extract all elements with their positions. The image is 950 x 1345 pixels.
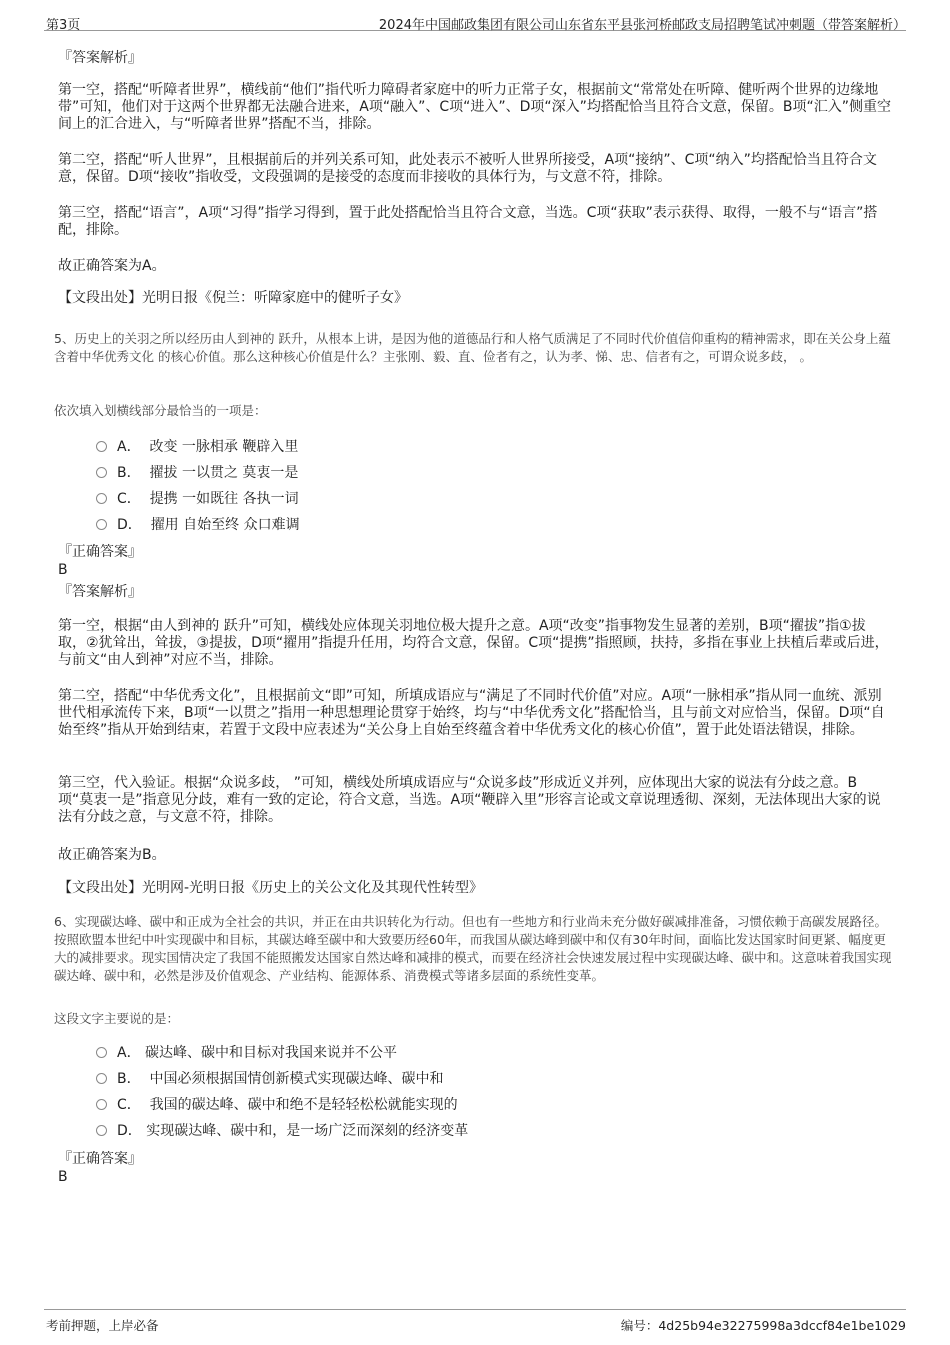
option-text: 提携 一如既往 各执一词 <box>149 491 299 507</box>
document-title: 2024年中国邮政集团有限公司山东省东平县张河桥邮政支局招聘笔试冲刺题（带答案解析） <box>378 18 906 33</box>
option-text: 我国的碳达峰、碳中和绝不是轻轻松松就能实现的 <box>149 1097 458 1113</box>
option-text: 改变 一脉相承 鞭辟入里 <box>149 439 299 455</box>
q5-answer-label: 『正确答案』 <box>58 544 142 560</box>
option-letter: A． <box>117 1045 141 1061</box>
option-letter: A． <box>117 439 141 455</box>
q6-question: 6、实现碳达峰、碳中和正成为全社会的共识，并正在由共识转化为行动。但也有一些地方和行业尚未充分做好碳减排准备，习惯依赖于高碳发展路径。按照欧盟本世纪中叶实现碳中和目标，其碳达峰至碳中和大致要历经60年，而我国从碳达峰到碳中和仅有30年时间，面临比发达国家时间更紧、幅度更大的减排要求。现实国情决定了我国不能照搬发达国家自然达峰和减排的模式，而要在经济社会快速发展过程中实现碳达峰、碳中和。这意味着我国实现碳达峰、碳中和，必然是涉及价值观念、产业结构、能源体系、消费模式等诸多层面的系统性变革。 <box>54 914 892 983</box>
q6-option-c[interactable] <box>96 1096 458 1114</box>
q5-option-a[interactable] <box>96 438 298 456</box>
q5-question: 5、历史上的关羽之所以经历由人到神的 跃升，从根本上讲，是因为他的道德品行和人格气质满足了不同时代价值信仰重构的精神需求，即在关公身上蕴含着中华优秀文化 的核心价值。那么这种核心价值是什么？主张刚、毅、直、俭者有之，认为孝、悌、忠、信者有之，可谓众说多歧， 。 <box>54 331 891 364</box>
document-code <box>621 1316 906 1334</box>
code-label: 编号： <box>620 1318 659 1333</box>
q5-option-c[interactable] <box>96 490 299 508</box>
option-letter: B． <box>117 465 141 481</box>
radio-icon[interactable] <box>96 1047 107 1058</box>
radio-icon[interactable] <box>96 1073 107 1084</box>
footer-slogan: 考前押题，上岸必备 <box>46 1318 159 1333</box>
q6-answer: B <box>58 1169 68 1185</box>
radio-icon[interactable] <box>96 1125 107 1136</box>
q4-conclusion: 故正确答案为A。 <box>58 258 166 274</box>
q6-option-d[interactable] <box>96 1122 468 1140</box>
q5-analysis-p2: 第二空，搭配“中华优秀文化”，且根据前文“即”可知，所填成语应与“满足了不同时代价值”对应。A项“一脉相承”指从同一血统、派别世代相承流传下来，B项“一以贯之”指用一种思想理论贯穿于始终，均与“中华优秀文化”搭配恰当，且与前文对应恰当，保留。D项“自始至终”指从开始到结束，若置于文段中应表述为“关公身上自始至终蕴含着中华优秀文化的核心价值”，置于此处语法错误，排除。 <box>58 688 885 738</box>
option-letter: D． <box>117 517 142 533</box>
q4-analysis-label: 『答案解析』 <box>58 50 142 66</box>
q4-source: 【文段出处】光明日报《倪兰：听障家庭中的健听子女》 <box>58 290 408 306</box>
option-text: 擢拔 一以贯之 莫衷一是 <box>149 465 299 481</box>
q4-analysis-p3: 第三空，搭配“语言”，A项“习得”指学习得到，置于此处搭配恰当且符合文意，当选。C项“获取”表示获得、取得，一般不与“语言”搭配，排除。 <box>58 205 878 238</box>
option-text: 擢用 自始至终 众口难调 <box>150 517 300 533</box>
q5-analysis-p3: 第三空，代入验证。根据“众说多歧， ”可知，横线处所填成语应与“众说多歧”形成近义并列，应体现出大家的说法有分歧之意。B项“莫衷一是”指意见分歧，难有一致的定论，符合文意，当选。A项“鞭辟入里”形容言论或文章说理透彻、深刻，无法体现出大家的说法有分歧之意，与文意不符，排除。 <box>58 775 881 825</box>
q4-analysis-p1: 第一空，搭配“听障者世界”，横线前“他们”指代听力障碍者家庭中的听力正常子女，根据前文“常常处在听障、健听两个世界的边缘地带”可知，他们对于这两个世界都无法融合进来，A项“融入”、C项“进入”、D项“深入”均搭配恰当且符合文意，保留。B项“汇入”侧重空间上的汇合进入，与“听障者世界”搭配不当，排除。 <box>58 82 892 132</box>
q5-option-d[interactable] <box>96 516 300 534</box>
q5-answer: B <box>58 562 68 578</box>
radio-icon[interactable] <box>96 1099 107 1110</box>
radio-icon[interactable] <box>96 519 107 530</box>
option-text: 碳达峰、碳中和目标对我国来说并不公平 <box>145 1045 398 1061</box>
q5-prompt: 依次填入划横线部分最恰当的一项是： <box>54 403 267 418</box>
radio-icon[interactable] <box>96 493 107 504</box>
page-number: 第3页 <box>46 18 81 33</box>
q6-option-a[interactable] <box>96 1044 397 1062</box>
radio-icon[interactable] <box>96 467 107 478</box>
option-letter: C． <box>117 1097 141 1113</box>
code-value: 4d25b94e32275998a3dccf84e1be1029 <box>658 1318 906 1333</box>
page-footer <box>44 1309 906 1336</box>
q6-option-b[interactable] <box>96 1070 444 1088</box>
option-letter: D． <box>117 1123 142 1139</box>
option-letter: C． <box>117 491 141 507</box>
option-text: 实现碳达峰、碳中和，是一场广泛而深刻的经济变革 <box>146 1123 469 1139</box>
q5-analysis-p1: 第一空，根据“由人到神的 跃升”可知，横线处应体现关羽地位极大提升之意。A项“改变”指事物发生显著的差别，B项“擢拔”指①拔取，②犹耸出，耸拔，③提拔，D项“擢用”指提升任用，均符合文意，保留。C项“提携”指照顾，扶持，多指在事业上扶植后辈或后进，与前文“由人到神”对应不当，排除。 <box>58 618 889 668</box>
q6-answer-label: 『正确答案』 <box>58 1151 142 1167</box>
q6-prompt: 这段文字主要说的是： <box>54 1011 180 1026</box>
option-text: 中国必须根据国情创新模式实现碳达峰、碳中和 <box>149 1071 444 1087</box>
q5-conclusion: 故正确答案为B。 <box>58 847 166 863</box>
option-letter: B． <box>117 1071 141 1087</box>
q4-analysis-p2: 第二空，搭配“听人世界”，且根据前后的并列关系可知，此处表示不被听人世界所接受，A项“接纳”、C项“纳入”均搭配恰当且符合文意，保留。D项“接收”指收受，文段强调的是接受的态度而非接收的具体行为，与文意不符，排除。 <box>58 152 877 185</box>
q5-analysis-label: 『答案解析』 <box>58 584 142 600</box>
page-header <box>44 8 906 31</box>
radio-icon[interactable] <box>96 441 107 452</box>
q5-option-b[interactable] <box>96 464 298 482</box>
q5-source: 【文段出处】光明网-光明日报《历史上的关公文化及其现代性转型》 <box>58 880 484 896</box>
